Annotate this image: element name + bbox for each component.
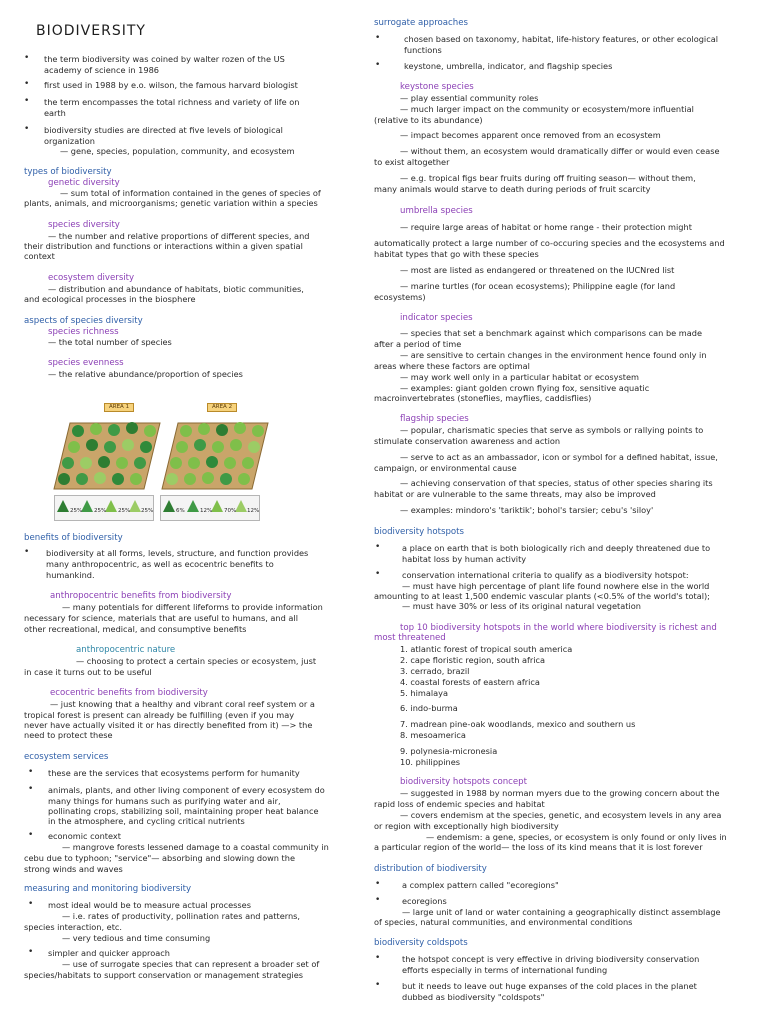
anthro-nature-text: — choosing to protect a certain species or ecosystem, just xyxy=(76,656,317,666)
types-heading: types of biodiversity xyxy=(24,167,112,177)
anthro-text: other recreational, medical, and consumptive benefits xyxy=(24,624,247,634)
umbrella-text: — marine turtles (for ocean ecosystems); Philippine eagle (for land xyxy=(400,281,676,291)
top10-item: 10. philippines xyxy=(400,757,460,767)
species-text: context xyxy=(24,251,55,261)
distribution-text: a complex pattern called "ecoregions" xyxy=(402,880,559,890)
services-text: — mangrove forests lessened damage to a coastal community in xyxy=(62,842,329,852)
indicator-text: — may work well only in a particular habitat or ecosystem xyxy=(400,372,640,382)
top10-heading: most threatened xyxy=(374,633,446,643)
intro-line: the term encompasses the total richness and variety of life on xyxy=(44,97,300,107)
bullet-icon: • xyxy=(28,899,34,909)
services-text: pollinating crops, stabilizing soil, maintaining proper heat balance xyxy=(48,806,319,816)
legend-value: 12% xyxy=(247,508,260,514)
legend-value: 70% xyxy=(224,508,237,514)
flagship-text: — examples: mindoro's 'tariktik'; bohol's tarsier; cebu's 'siloy' xyxy=(400,505,654,515)
services-text: these are the services that ecosystems perform for humanity xyxy=(48,768,300,778)
keystone-text: (relative to its abundance) xyxy=(374,115,483,125)
genetic-text: — sum total of information contained in the genes of species of xyxy=(60,188,321,198)
top10-item: 1. atlantic forest of tropical south america xyxy=(400,644,573,654)
top10-item: 3. cerrado, brazil xyxy=(400,666,470,676)
hotspots-text: — must have high percentage of plant life found nowhere else in the world xyxy=(402,581,710,591)
measure-text: most ideal would be to measure actual processes xyxy=(48,900,251,910)
eco-text: tropical forest is present can already be fulfilling (even if you may xyxy=(24,710,295,720)
keystone-text: — impact becomes apparent once removed from an ecosystem xyxy=(400,130,661,140)
intro-line: organization xyxy=(44,136,95,146)
bullet-icon: • xyxy=(24,96,30,106)
eco-text: never have actually visited it or has directly benefited from it) —> the xyxy=(24,720,313,730)
measure-text: simpler and quicker approach xyxy=(48,948,170,958)
bullet-icon: • xyxy=(24,124,30,134)
top10-item: 8. mesoamerica xyxy=(400,730,466,740)
area2-legend xyxy=(160,495,260,521)
ecosystem-heading: ecosystem diversity xyxy=(48,273,135,283)
legend-value: 25% xyxy=(141,508,154,514)
coldspots-text: efforts especially in terms of international funding xyxy=(402,965,608,975)
bullet-icon: • xyxy=(375,895,381,905)
legend-value: 25% xyxy=(118,508,131,514)
surrogate-text: functions xyxy=(404,45,442,55)
concept-heading: biodiversity hotspots concept xyxy=(400,777,528,787)
distribution-heading: distribution of biodiversity xyxy=(374,864,487,874)
top10-item: 4. coastal forests of eastern africa xyxy=(400,677,540,687)
bullet-icon: • xyxy=(375,980,381,990)
bullet-icon: • xyxy=(375,60,381,70)
flagship-text: — achieving conservation of that species, status of other species sharing its xyxy=(400,478,713,488)
indicator-heading: indicator species xyxy=(400,313,473,323)
bullet-icon: • xyxy=(28,947,34,957)
flagship-text: — popular, charismatic species that serve as symbols or rallying points to xyxy=(400,425,704,435)
eco-text: — just knowing that a healthy and vibrant coral reef system or a xyxy=(50,699,315,709)
concept-text: — endemism: a gene, species, or ecosystem is only found or only lives in xyxy=(426,832,727,842)
species-heading: species diversity xyxy=(48,220,120,230)
species-evenness-figure xyxy=(52,403,270,523)
hotspots-heading: biodiversity hotspots xyxy=(374,527,465,537)
eco-text: need to protect these xyxy=(24,730,113,740)
umbrella-text: habitat types that go with these species xyxy=(374,249,539,259)
umbrella-text: — require large areas of habitat or home range - their protection might xyxy=(400,222,692,232)
bullet-icon: • xyxy=(24,79,30,89)
eco-heading: ecocentric benefits from biodiversity xyxy=(50,688,208,698)
genetic-text: plants, animals, and microorganisms; genetic variation within a species xyxy=(24,198,318,208)
bullet-icon: • xyxy=(375,542,381,552)
benefits-text: humankind. xyxy=(46,570,95,580)
concept-text: — covers endemism at the species, genetic, and ecosystem levels in any area xyxy=(400,810,722,820)
flagship-heading: flagship species xyxy=(400,414,469,424)
concept-text: rapid loss of endemic species and habitat xyxy=(374,799,545,809)
top10-item: 7. madrean pine-oak woodlands, mexico and southern us xyxy=(400,719,636,729)
benefits-text: many anthropocentric, as well as ecocentric benefits to xyxy=(46,559,274,569)
legend-value: 25% xyxy=(70,508,83,514)
flagship-text: stimulate conservation awareness and action xyxy=(374,436,561,446)
services-heading: ecosystem services xyxy=(24,752,109,762)
concept-text: or region with exceptionally high biodiversity xyxy=(374,821,559,831)
keystone-text: — play essential community roles xyxy=(400,93,539,103)
flagship-text: — serve to act as an ambassador, icon or symbol for a defined habitat, issue, xyxy=(400,452,718,462)
forest-plots-illustration xyxy=(52,413,270,503)
anthro-heading: anthropocentric benefits from biodiversity xyxy=(50,591,232,601)
hotspots-text: habitat loss by human activity xyxy=(402,554,527,564)
coldspots-text: the hotspot concept is very effective in driving biodiversity conservation xyxy=(402,954,700,964)
richness-heading: species richness xyxy=(48,327,119,337)
keystone-text: — much larger impact on the community or ecosystem/more influential xyxy=(400,104,694,114)
services-text: cebu due to typhoon; "service"— absorbing and slowing down the xyxy=(24,853,295,863)
top10-item: 5. himalaya xyxy=(400,688,449,698)
surrogate-text: keystone, umbrella, indicator, and flagship species xyxy=(404,61,613,71)
distribution-text: of species, natural communities, and environmental conditions xyxy=(374,917,633,927)
anthro-nature-heading: anthropocentric nature xyxy=(76,645,176,655)
umbrella-heading: umbrella species xyxy=(400,206,473,216)
intro-line: academy of science in 1986 xyxy=(44,65,160,75)
evenness-text: — the relative abundance/proportion of species xyxy=(48,369,243,379)
measure-text: species interaction, etc. xyxy=(24,922,123,932)
flagship-text: habitat or are vulnerable to the same threats, may also be improved xyxy=(374,489,656,499)
anthro-text: — many potentials for different lifeforms to provide information xyxy=(62,602,323,612)
indicator-text: — examples: giant golden crown flying fox, sensitive aquatic xyxy=(400,383,650,393)
indicator-text: after a period of time xyxy=(374,339,462,349)
legend-value: 6% xyxy=(176,508,185,514)
area1-legend xyxy=(54,495,154,521)
ecosystem-text: — distribution and abundance of habitats, biotic communities, xyxy=(48,284,304,294)
hotspots-text: — must have 30% or less of its original natural vegetation xyxy=(402,601,641,611)
coldspots-text: but it needs to leave out huge expanses of the cold places in the planet xyxy=(402,981,697,991)
measure-text: species/habitats to support conservation or management strategies xyxy=(24,970,304,980)
benefits-heading: benefits of biodiversity xyxy=(24,533,123,543)
indicator-text: — are sensitive to certain changes in the environment hence found only in xyxy=(400,350,707,360)
bullet-icon: • xyxy=(24,547,30,557)
anthro-nature-text: in case it turns out to be useful xyxy=(24,667,152,677)
aspects-heading: aspects of species diversity xyxy=(24,316,143,326)
evenness-heading: species evenness xyxy=(48,358,124,368)
page-title: BIODIVERSITY xyxy=(36,23,146,39)
genetic-heading: genetic diversity xyxy=(48,178,120,188)
services-text: many things for humans such as purifying water and air, xyxy=(48,796,281,806)
concept-text: a particular region of the world— the loss of its kind means that it is lost forever xyxy=(374,842,703,852)
umbrella-text: automatically protect a large number of co-occuring species and the ecosystems and xyxy=(374,238,725,248)
top10-item: 6. indo-burma xyxy=(400,703,458,713)
coldspots-heading: biodiversity coldspots xyxy=(374,938,468,948)
species-text: their distribution and functions or interactions within a given spatial xyxy=(24,241,303,251)
measure-text: — i.e. rates of productivity, pollination rates and patterns, xyxy=(62,911,301,921)
distribution-text: — large unit of land or water containing a geographically distinct assemblage xyxy=(402,907,721,917)
legend-value: 12% xyxy=(200,508,213,514)
bullet-icon: • xyxy=(24,53,30,63)
measure-text: — use of surrogate species that can represent a broader set of xyxy=(62,959,320,969)
coldspots-text: dubbed as biodiversity "coldspots" xyxy=(402,992,545,1002)
intro-line: biodiversity studies are directed at five levels of biological xyxy=(44,125,283,135)
hotspots-text: amounting to at least 1,500 endemic vascular plants (<0.5% of the world's total); xyxy=(374,591,710,601)
bullet-icon: • xyxy=(28,830,34,840)
services-text: in the atmosphere, and cycling critical nutrients xyxy=(48,816,245,826)
bullet-icon: • xyxy=(375,33,381,43)
keystone-text: many animals would starve to death during periods of fruit scarcity xyxy=(374,184,651,194)
intro-line: the term biodiversity was coined by walter rozen of the US xyxy=(44,54,285,64)
legend-value: 25% xyxy=(94,508,107,514)
benefits-text: biodiversity at all forms, levels, structure, and function provides xyxy=(46,548,309,558)
umbrella-text: ecosystems) xyxy=(374,292,426,302)
indicator-text: areas where these factors are optimal xyxy=(374,361,530,371)
umbrella-text: — most are listed as endangered or threatened on the IUCNred list xyxy=(400,265,675,275)
indicator-text: — species that set a benchmark against which comparisons can be made xyxy=(400,328,703,338)
keystone-text: — without them, an ecosystem would dramatically differ or would even cease xyxy=(400,146,720,156)
surrogate-heading: surrogate approaches xyxy=(374,18,468,28)
keystone-text: to exist altogether xyxy=(374,157,450,167)
bullet-icon: • xyxy=(28,767,34,777)
bullet-icon: • xyxy=(375,569,381,579)
ecosystem-text: and ecological processes in the biosphere xyxy=(24,294,196,304)
area2-label: AREA 2 xyxy=(207,403,237,412)
flagship-text: campaign, or environmental cause xyxy=(374,463,517,473)
top10-heading: top 10 biodiversity hotspots in the world where biodiversity is richest and xyxy=(400,623,717,633)
surrogate-text: chosen based on taxonomy, habitat, life-history features, or other ecological xyxy=(404,34,718,44)
measuring-heading: measuring and monitoring biodiversity xyxy=(24,884,192,894)
anthro-text: necessary for science, materials that are useful to humans, and all xyxy=(24,613,298,623)
bullet-icon: • xyxy=(375,879,381,889)
bullet-icon: • xyxy=(28,784,34,794)
area1-label: AREA 1 xyxy=(104,403,134,412)
top10-item: 9. polynesia-micronesia xyxy=(400,746,498,756)
services-text: strong winds and waves xyxy=(24,864,123,874)
species-text: — the number and relative proportions of different species, and xyxy=(48,231,310,241)
services-text: economic context xyxy=(48,831,121,841)
intro-line: first used in 1988 by e.o. wilson, the famous harvard biologist xyxy=(44,80,298,90)
top10-item: 2. cape floristic region, south africa xyxy=(400,655,546,665)
intro-line: earth xyxy=(44,108,66,118)
distribution-text: ecoregions xyxy=(402,896,447,906)
concept-text: — suggested in 1988 by norman myers due to the growing concern about the xyxy=(400,788,720,798)
richness-text: — the total number of species xyxy=(48,337,172,347)
hotspots-text: conservation international criteria to qualify as a biodiversity hotspot: xyxy=(402,570,689,580)
hotspots-text: a place on earth that is both biologically rich and deeply threatened due to xyxy=(402,543,711,553)
indicator-text: macroinvertebrates (stoneflies, mayflies, caddisflies) xyxy=(374,393,592,403)
measure-text: — very tedious and time consuming xyxy=(62,933,211,943)
keystone-heading: keystone species xyxy=(400,82,474,92)
keystone-text: — e.g. tropical figs bear fruits during off fruiting season— without them, xyxy=(400,173,696,183)
services-text: animals, plants, and other living component of every ecosystem do xyxy=(48,785,325,795)
bullet-icon: • xyxy=(375,953,381,963)
levels-text: — gene, species, population, community, and ecosystem xyxy=(60,146,295,156)
